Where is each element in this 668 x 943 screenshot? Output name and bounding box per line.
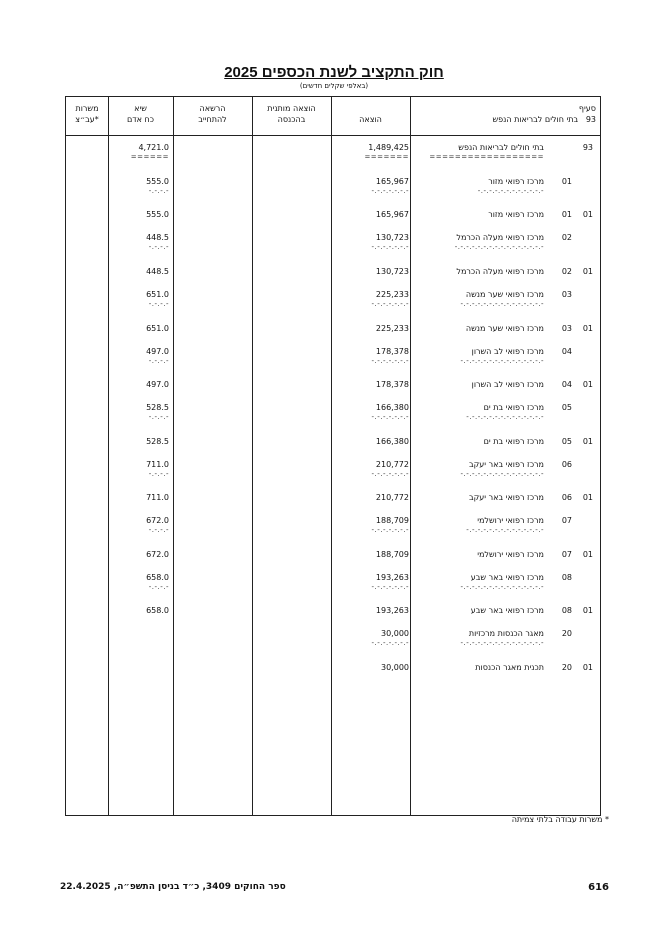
row-label-separator: -.-.-.-.-.-.-.-.-.-.-.-.-.-.-	[460, 470, 544, 478]
header-expense: הוצאה	[359, 115, 382, 124]
row-expense: 165,967	[375, 177, 409, 186]
row-label-separator: -.-.-.-.-.-.-.-.-.-.-.-	[477, 187, 544, 195]
row-subcode: 04	[561, 347, 572, 356]
row-subcode: 05	[561, 437, 572, 446]
row-code: 01	[582, 493, 593, 502]
row-code: 01	[582, 663, 593, 672]
row-code: 93	[582, 143, 593, 152]
gazette-reference: ספר החוקים 3409, כ״ד בניסן התשפ״ה, 22.4.2025	[60, 882, 286, 892]
row-peak-personnel: 555.0	[146, 210, 169, 219]
row-peak-personnel: 497.0	[146, 380, 169, 389]
row-expense-separator: -.-.-.-.-.-.-	[371, 243, 409, 251]
row-expense: 166,380	[375, 403, 409, 412]
row-expense-separator: -.-.-.-.-.-.-	[371, 470, 409, 478]
row-peak-personnel: 528.5	[146, 437, 169, 446]
row-subcode: 05	[561, 403, 572, 412]
row-expense: 193,263	[375, 606, 409, 615]
row-subcode: 20	[561, 663, 572, 672]
row-peak-separator: -.-.-.-	[148, 357, 169, 365]
row-expense: 30,000	[381, 663, 409, 672]
row-subcode: 08	[561, 573, 572, 582]
header-positions-l1: משרות	[75, 104, 99, 113]
footnote: * משרות עבודה בלתי צמיתה	[511, 815, 609, 824]
row-peak-personnel: 651.0	[146, 324, 169, 333]
row-peak-personnel: 711.0	[146, 493, 169, 502]
row-code: 01	[582, 380, 593, 389]
row-expense-separator: =======	[364, 153, 409, 161]
header-conditional-l2: בהכנסה	[277, 115, 306, 124]
row-label-separator: -.-.-.-.-.-.-.-.-.-.-.-.-.-.-	[460, 639, 544, 647]
row-peak-personnel: 555.0	[146, 177, 169, 186]
row-label: מרכז רפואי באר יעקב	[469, 460, 544, 469]
header-section-name: בתי חולים לבריאות הנפש	[492, 115, 579, 124]
row-peak-personnel: 672.0	[146, 550, 169, 559]
row-expense: 210,772	[375, 460, 409, 469]
row-label: מרכז רפואי ירושלמי	[477, 550, 544, 559]
row-label: מרכז רפואי מזור	[488, 210, 544, 219]
header-commitment-l2: להתחייב	[198, 115, 227, 124]
row-peak-personnel: 651.0	[146, 290, 169, 299]
header-conditional-l1: הוצאה מותנית	[267, 104, 316, 113]
row-peak-personnel: 448.5	[146, 233, 169, 242]
row-peak-personnel: 497.0	[146, 347, 169, 356]
row-peak-separator: -.-.-.-	[148, 470, 169, 478]
row-label: מרכז רפואי באר יעקב	[469, 493, 544, 502]
header-positions-l2: עב״צ*	[75, 115, 99, 124]
row-code: 01	[582, 324, 593, 333]
row-code: 01	[582, 606, 593, 615]
row-label-separator: -.-.-.-.-.-.-.-.-.-.-.-.-.-.-	[460, 357, 544, 365]
row-peak-separator: -.-.-.-	[148, 413, 169, 421]
row-peak-separator: -.-.-.-	[148, 187, 169, 195]
row-label: מרכז רפואי ירושלמי	[477, 516, 544, 525]
page-title: חוק התקציב לשנת הכספים 2025	[224, 64, 444, 81]
row-expense-separator: -.-.-.-.-.-.-	[371, 357, 409, 365]
row-code: 01	[582, 210, 593, 219]
row-peak-personnel: 658.0	[146, 606, 169, 615]
header-peak-l2: כח אדם	[126, 115, 155, 124]
row-label: בתי חולים לבריאות הנפש	[458, 143, 544, 152]
row-expense-separator: -.-.-.-.-.-.-	[371, 300, 409, 308]
column-divider	[252, 97, 253, 815]
row-expense-separator: -.-.-.-.-.-.-	[371, 187, 409, 195]
row-subcode: 03	[561, 290, 572, 299]
row-peak-separator: -.-.-.-	[148, 583, 169, 591]
row-label: מרכז רפואי לב השרון	[471, 347, 544, 356]
row-label: מרכז רפואי לב השרון	[471, 380, 544, 389]
header-commitment	[173, 103, 252, 125]
header-section-title	[416, 114, 596, 125]
row-label: מרכז רפואי שער מנשה	[465, 324, 544, 333]
column-divider	[410, 97, 411, 815]
row-label-separator: -.-.-.-.-.-.-.-.-.-.-.-.-.-	[466, 413, 544, 421]
row-expense: 130,723	[375, 267, 409, 276]
row-expense: 165,967	[375, 210, 409, 219]
row-label-separator: -.-.-.-.-.-.-.-.-.-.-.-.-.-.-.-	[454, 243, 544, 251]
row-expense: 1,489,425	[368, 143, 409, 152]
header-peak	[108, 103, 173, 125]
row-label: מרכז רפואי מעלה הכרמל	[456, 233, 544, 242]
row-subcode: 01	[561, 177, 572, 186]
page-number: 616	[588, 882, 609, 893]
row-expense-separator: -.-.-.-.-.-.-	[371, 413, 409, 421]
row-peak-personnel: 672.0	[146, 516, 169, 525]
row-label: מרכז רפואי באר שבע	[470, 573, 544, 582]
header-positions	[66, 103, 108, 125]
row-peak-personnel: 658.0	[146, 573, 169, 582]
row-subcode: 03	[561, 324, 572, 333]
header-conditional-expense	[252, 103, 331, 125]
row-peak-personnel: 528.5	[146, 403, 169, 412]
row-expense: 210,772	[375, 493, 409, 502]
row-label: מרכז רפואי שער מנשה	[465, 290, 544, 299]
row-subcode: 06	[561, 460, 572, 469]
header-section	[416, 103, 596, 125]
row-code: 01	[582, 437, 593, 446]
row-expense-separator: -.-.-.-.-.-.-	[371, 639, 409, 647]
column-divider	[331, 97, 332, 815]
row-expense: 188,709	[375, 550, 409, 559]
row-peak-separator: -.-.-.-	[148, 243, 169, 251]
header-section-label: סעיף	[578, 104, 596, 113]
header-section-code: 93	[585, 115, 596, 124]
row-subcode: 02	[561, 233, 572, 242]
row-label-separator: -.-.-.-.-.-.-.-.-.-.-.-.-.-.-	[460, 583, 544, 591]
row-subcode: 06	[561, 493, 572, 502]
row-code: 01	[582, 267, 593, 276]
row-subcode: 01	[561, 210, 572, 219]
row-peak-personnel: 448.5	[146, 267, 169, 276]
row-label-separator: -.-.-.-.-.-.-.-.-.-.-.-.-.-	[466, 526, 544, 534]
row-subcode: 07	[561, 516, 572, 525]
row-subcode: 07	[561, 550, 572, 559]
row-expense-separator: -.-.-.-.-.-.-	[371, 526, 409, 534]
row-label-separator: -.-.-.-.-.-.-.-.-.-.-.-.-.-.-	[460, 300, 544, 308]
row-subcode: 20	[561, 629, 572, 638]
column-divider	[108, 97, 109, 815]
row-label: מרכז רפואי בת ים	[483, 437, 544, 446]
row-peak-separator: ======	[130, 153, 169, 161]
budget-table	[65, 96, 601, 816]
row-peak-separator: -.-.-.-	[148, 300, 169, 308]
header-commitment-l1: הרשאה	[199, 104, 226, 113]
header-peak-l1: שיא	[134, 104, 147, 113]
row-label: מאגר הכנסות מרכזיות	[468, 629, 544, 638]
page-subtitle: (באלפי שקלים חדשים)	[299, 82, 369, 90]
row-peak-personnel: 711.0	[146, 460, 169, 469]
row-subcode: 02	[561, 267, 572, 276]
row-expense: 30,000	[381, 629, 409, 638]
row-subcode: 08	[561, 606, 572, 615]
row-peak-personnel: 4,721.0	[138, 143, 169, 152]
row-expense: 178,378	[375, 380, 409, 389]
row-expense: 166,380	[375, 437, 409, 446]
row-expense: 130,723	[375, 233, 409, 242]
header-divider	[66, 135, 600, 136]
row-label: מרכז רפואי בת ים	[483, 403, 544, 412]
row-label-separator: ==================	[429, 153, 544, 161]
row-expense: 225,233	[375, 324, 409, 333]
row-expense: 178,378	[375, 347, 409, 356]
row-expense-separator: -.-.-.-.-.-.-	[371, 583, 409, 591]
row-label: מרכז רפואי מעלה הכרמל	[456, 267, 544, 276]
row-subcode: 04	[561, 380, 572, 389]
row-label: מרכז רפואי באר שבע	[470, 606, 544, 615]
row-expense: 225,233	[375, 290, 409, 299]
row-label: תכנית מאגר הכנסות	[475, 663, 544, 672]
row-expense: 188,709	[375, 516, 409, 525]
row-peak-separator: -.-.-.-	[148, 526, 169, 534]
column-divider	[173, 97, 174, 815]
row-label: מרכז רפואי מזור	[488, 177, 544, 186]
row-expense: 193,263	[375, 573, 409, 582]
row-code: 01	[582, 550, 593, 559]
